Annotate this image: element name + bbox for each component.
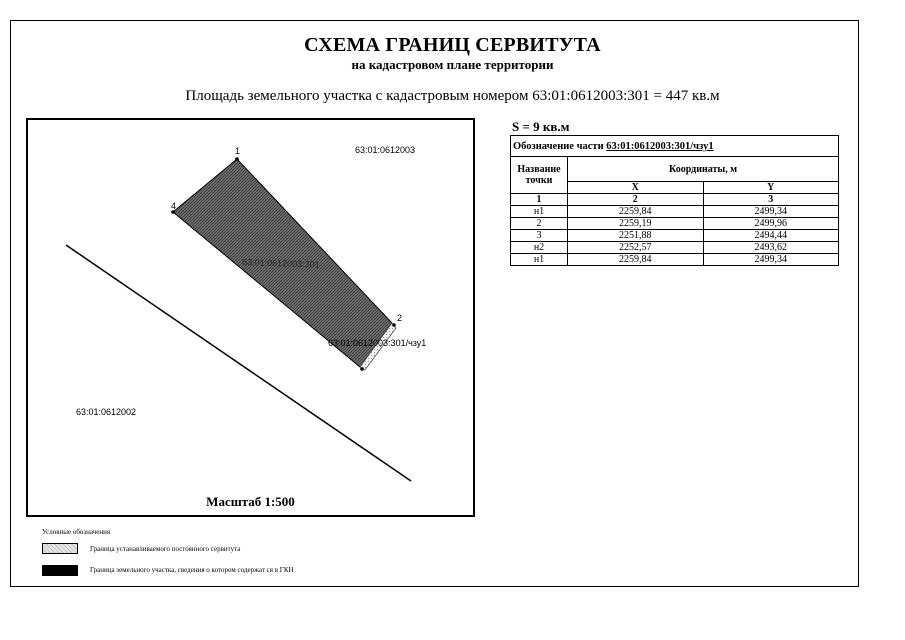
col-x: X [568, 182, 704, 194]
table-row [511, 230, 839, 242]
cell-point: 2 [511, 218, 568, 230]
vertex-label-4: 4 [171, 201, 177, 211]
coordinates-table [510, 135, 839, 266]
cell-point: н2 [511, 242, 568, 254]
col-y: Y [703, 182, 839, 194]
legend-title: Условные обозначения [42, 528, 111, 536]
cell-y: 2499,34 [703, 206, 839, 218]
legend-servitude-label: Граница устанавливаемого постоянного сервитута [90, 545, 241, 553]
cell-x: 2259,84 [568, 254, 704, 266]
legend-servitude-swatch [42, 543, 78, 554]
vertex-marker [392, 323, 396, 327]
cell-x: 2259,84 [568, 206, 704, 218]
cell-x: 2251,88 [568, 230, 704, 242]
vertex-marker [235, 157, 239, 161]
table-row [511, 206, 839, 218]
cell-point: 3 [511, 230, 568, 242]
part-label: Обозначение части [513, 140, 604, 152]
table-row [511, 218, 839, 230]
table-row [511, 254, 839, 266]
servitude-area: S = 9 кв.м [512, 119, 570, 134]
map-scale: Масштаб 1:500 [206, 494, 295, 509]
cell-point: н1 [511, 206, 568, 218]
parcel-label: 63:01:0612003:301 [241, 257, 320, 270]
cell-y: 2499,96 [703, 218, 839, 230]
vertex-label-2: 2 [397, 313, 403, 323]
part-id: 63:01:0612003:301/чзу1 [606, 140, 714, 152]
document-title: СХЕМА ГРАНИЦ СЕРВИТУТА [304, 34, 601, 56]
cell-y: 2499,34 [703, 254, 839, 266]
document-subtitle: на кадастровом плане территории [351, 57, 554, 72]
col-coords: Координаты, м [568, 157, 839, 182]
cell-point: н1 [511, 254, 568, 266]
col-number: 2 [568, 194, 704, 206]
table-part-header [511, 136, 839, 157]
col-number: 3 [703, 194, 839, 206]
map-drawing [28, 120, 473, 515]
table-row [511, 242, 839, 254]
cell-x: 2259,19 [568, 218, 704, 230]
vertex-label-1: 1 [235, 146, 241, 156]
cell-y: 2493,62 [703, 242, 839, 254]
cadastral-map [26, 118, 475, 517]
legend-parcel-swatch [42, 565, 78, 576]
cell-x: 2252,57 [568, 242, 704, 254]
col-number: 1 [511, 194, 568, 206]
legend-parcel-label: Граница земельного участка, сведения о котором содержат ся в ГКН [90, 566, 294, 574]
area-statement: Площадь земельного участка с кадастровым номером 63:01:0612003:301 = 447 кв.м [185, 88, 720, 104]
vertex-marker [360, 367, 364, 371]
quarter-label-top: 63:01:0612003 [355, 145, 416, 155]
cell-y: 2494,44 [703, 230, 839, 242]
servitude-label: 63:01:0612003:301/чзу1 [328, 338, 427, 348]
col-point-name: Название точки [511, 157, 568, 194]
quarter-label-bottom: 63:01:0612002 [76, 407, 137, 417]
